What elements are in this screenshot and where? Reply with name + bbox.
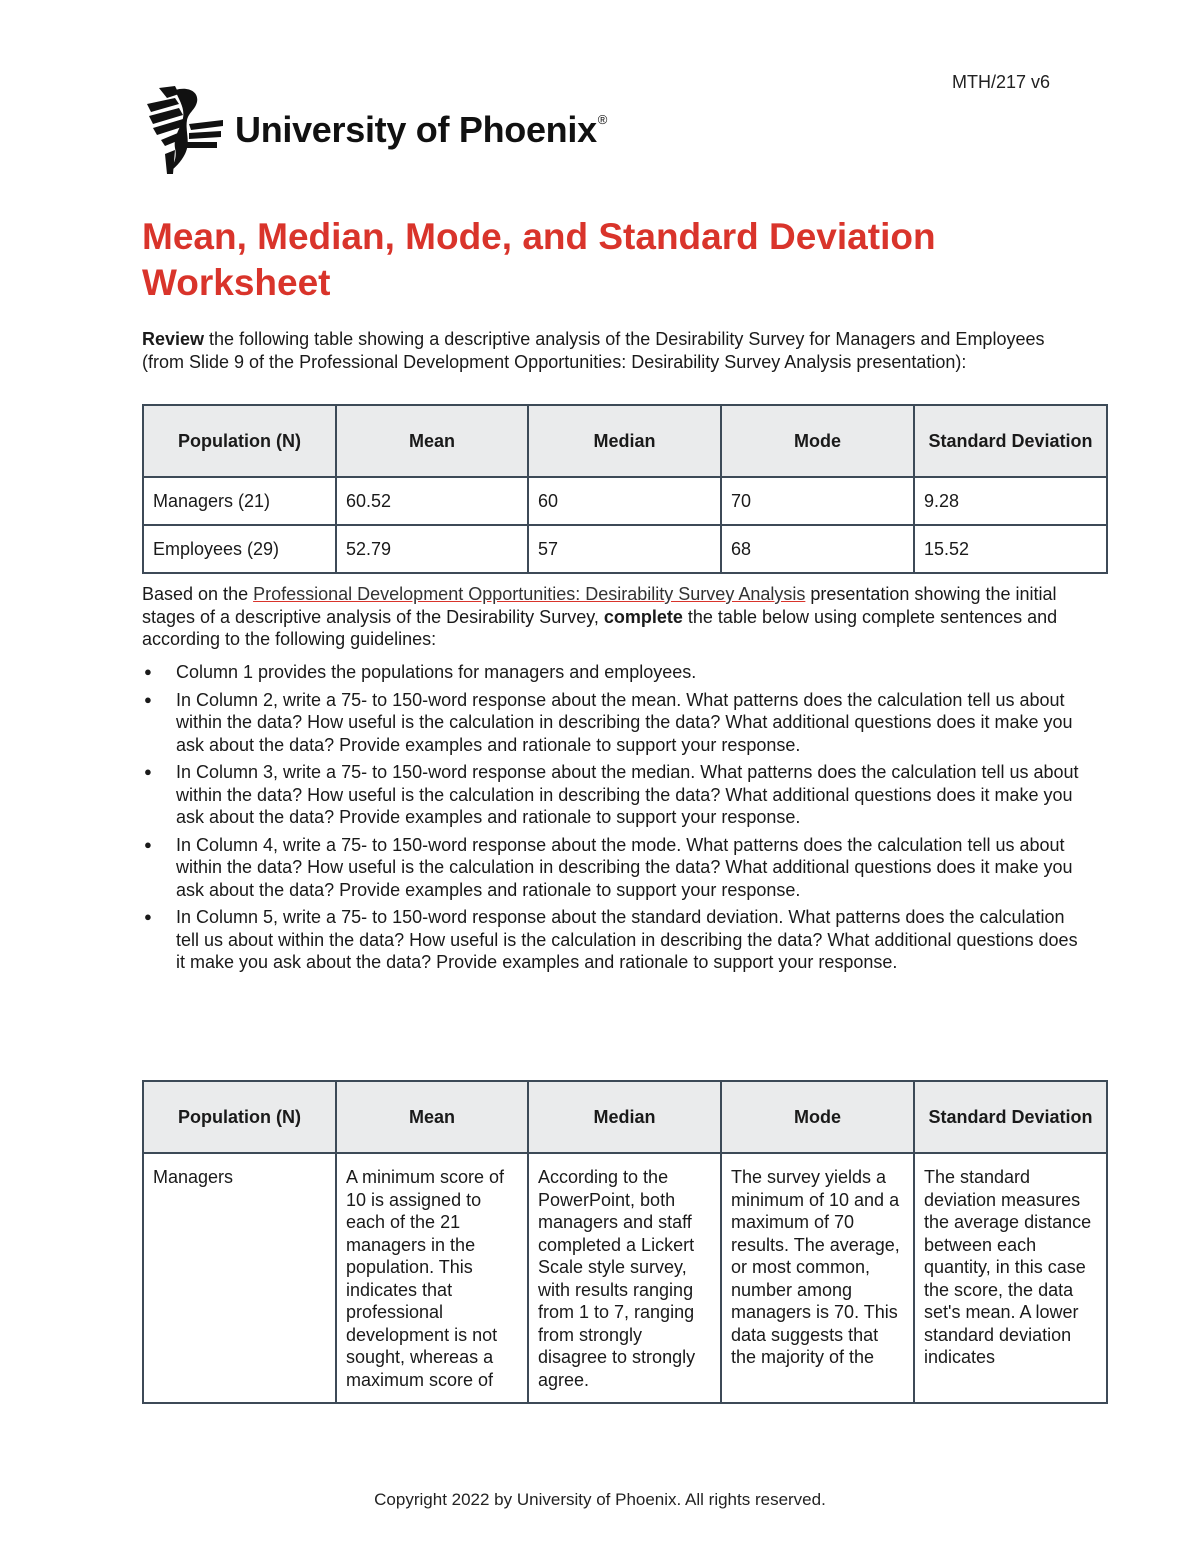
table-cell: 68 <box>721 525 914 573</box>
list-item <box>142 906 1082 974</box>
instructions-paragraph <box>142 583 1082 651</box>
header-mean: Mean <box>336 405 528 477</box>
list-item <box>142 834 1082 902</box>
list-item-text: In Column 3, write a 75- to 150-word response about the median. What patterns does the calculation tell us about within the data? How useful is the calculation in describing the data? What additional questions does it make you ask about the data? Provide examples and rationale to support your response. <box>176 762 1079 827</box>
list-item-text: Column 1 provides the populations for managers and employees. <box>176 662 697 682</box>
header-mean: Mean <box>336 1081 528 1153</box>
table-cell: The survey yields a minimum of 10 and a maximum of 70 results. The average, or most common, number among managers is 70. This data suggests that the majority of the <box>721 1153 914 1403</box>
table-row <box>143 1153 1107 1403</box>
table-cell: 9.28 <box>914 477 1107 525</box>
header-median: Median <box>528 405 721 477</box>
bullet-icon: ● <box>144 664 152 679</box>
bullet-icon: ● <box>144 909 152 924</box>
table-cell: 60 <box>528 477 721 525</box>
list-item-text: In Column 2, write a 75- to 150-word response about the mean. What patterns does the calculation tell us about within the data? How useful is the calculation in describing the data? What additional questions does it make you ask about the data? Provide examples and rationale to support your response. <box>176 689 1073 755</box>
intro-text: the following table showing a descriptive analysis of the Desirability Survey for Managers and Employees (from Slide 9 of the Professional Development Opportunities: Desirability Survey Analysis presentation): <box>142 329 1045 372</box>
list-item <box>142 761 1082 829</box>
bullet-icon: ● <box>144 764 152 779</box>
header-median: Median <box>528 1081 721 1153</box>
header-mode: Mode <box>721 1081 914 1153</box>
table-cell: The standard deviation measures the average distance between each quantity, in this case the score, the data set's mean. A lower standard deviation indicates <box>914 1153 1107 1403</box>
list-item <box>142 689 1082 757</box>
response-table <box>142 1080 1108 1404</box>
table-cell: According to the PowerPoint, both managers and staff completed a Lickert Scale style survey, with results ranging from 1 to 7, ranging from strongly disagree to strongly agree. <box>528 1153 721 1403</box>
list-item <box>142 661 1082 684</box>
para-bold: complete <box>603 606 683 627</box>
list-item-text: In Column 4, write a 75- to 150-word response about the mode. What patterns does the calculation tell us about within the data? How useful is the calculation in describing the data? What additional questions does it make you ask about the data? Provide examples and rationale to support your response. <box>176 834 1073 900</box>
logo-text: University of Phoenix® <box>235 109 608 150</box>
copyright-footer: Copyright 2022 by University of Phoenix. All rights reserved. <box>374 1490 826 1509</box>
table-cell: Managers <box>143 1153 336 1403</box>
table-header-row <box>143 405 1107 477</box>
header-population: Population (N) <box>143 1081 336 1153</box>
page-title: Mean, Median, Mode, and Standard Deviation Worksheet <box>142 216 936 303</box>
table-cell: A minimum score of 10 is assigned to each of the 21 managers in the population. This indicates that professional development is not sought, whereas a maximum score of <box>336 1153 528 1403</box>
table-cell: 57 <box>528 525 721 573</box>
table-row <box>143 525 1107 573</box>
table-cell: 60.52 <box>336 477 528 525</box>
intro-bold: Review <box>142 329 205 349</box>
header-population: Population (N) <box>143 405 336 477</box>
table-row <box>143 477 1107 525</box>
phoenix-icon <box>145 84 225 176</box>
table-cell: 15.52 <box>914 525 1107 573</box>
header-std-dev: Standard Deviation <box>914 1081 1107 1153</box>
list-item-text: In Column 5, write a 75- to 150-word response about the standard deviation. What patterns does the calculation tell us about within the data? How useful is the calculation in describing the data? What additional questions does it make you ask about the data? Provide examples and rationale to support your response. <box>176 907 1078 972</box>
table-cell: Employees (29) <box>143 525 336 573</box>
table-cell: Managers (21) <box>143 477 336 525</box>
university-logo <box>145 84 607 176</box>
guidelines-list <box>142 661 1082 979</box>
para-text: presentation showing the initial stages of a descriptive analysis of the Desirability Survey, <box>142 584 1057 627</box>
table-header-row <box>143 1081 1107 1153</box>
descriptive-stats-table <box>142 404 1108 574</box>
bullet-icon: ● <box>144 691 152 707</box>
bullet-icon: ● <box>144 836 152 852</box>
course-code: MTH/217 v6 <box>952 72 1051 92</box>
intro-paragraph <box>142 328 1082 373</box>
para-text: Based on the <box>142 584 254 604</box>
table-cell: 70 <box>721 477 914 525</box>
presentation-link[interactable]: Professional Development Opportunities: Desirability Survey Analysis <box>253 584 806 604</box>
para-text: the table below using complete sentences and according to the following guidelines: <box>142 606 1058 649</box>
header-std-dev: Standard Deviation <box>914 405 1107 477</box>
header-mode: Mode <box>721 405 914 477</box>
table-cell: 52.79 <box>336 525 528 573</box>
